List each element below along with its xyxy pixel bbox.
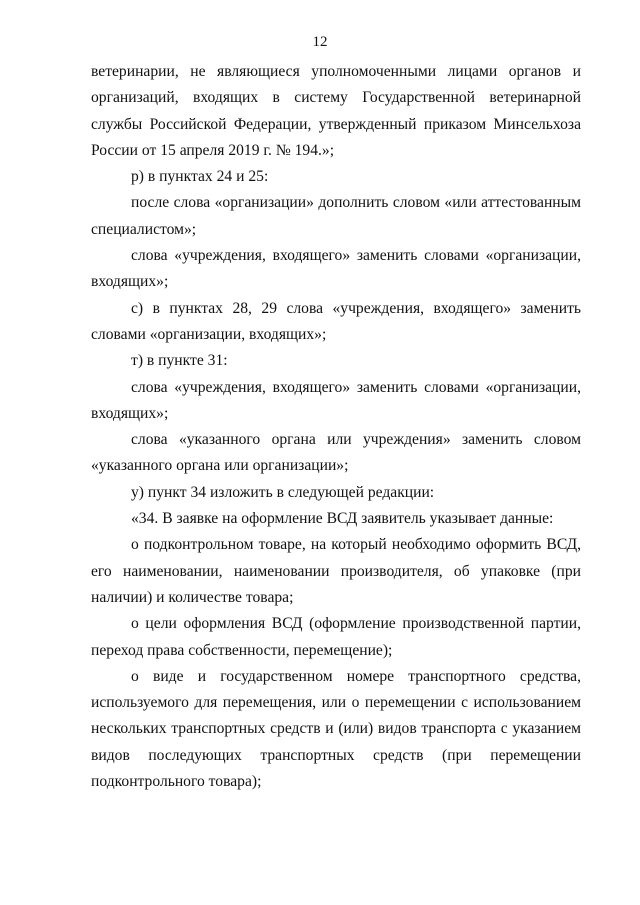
paragraph-item-t: т) в пункте 31: bbox=[131, 352, 228, 370]
paragraph-purpose: о цели оформления ВСД (оформление производственной партии, переход права собственности, перемещение); bbox=[91, 615, 581, 659]
paragraph-replace-words-2: слова «учреждения, входящего» заменить словами «организации, входящих»; bbox=[91, 378, 581, 422]
page-number: 12 bbox=[312, 34, 328, 50]
paragraph-product-data: о подконтрольном товаре, на который необходимо оформить ВСД, его наименовании, наименовании производителя, об упаковке (при наличии) и количестве товара; bbox=[91, 536, 581, 606]
paragraph-transport: о виде и государственном номере транспортного средства, используемого для перемещения, или о перемещении с использованием нескольких транспортных средств и (или) видов транспорта с указанием видов последующих транспортных средств (при перемещении подконтрольного товара); bbox=[91, 667, 581, 791]
paragraph-point-34: «34. В заявке на оформление ВСД заявитель указывает данные: bbox=[131, 510, 554, 528]
paragraph-replace-words-1: слова «учреждения, входящего» заменить словами «организации, входящих»; bbox=[91, 247, 581, 291]
paragraph-item-r: р) в пунктах 24 и 25: bbox=[131, 168, 269, 186]
paragraph-item-u: у) пункт 34 изложить в следующей редакции: bbox=[131, 483, 435, 501]
paragraph-continuation: ветеринарии, не являющиеся уполномоченными лицами органов и организаций, входящих в систему Государственной ветеринарной службы Российской Федерации, утвержденный приказом Минсельхоза России от 15 апреля 2019 г. № 194.»; bbox=[91, 63, 581, 159]
paragraph-replace-words-3: слова «указанного органа или учреждения» заменить словом «указанного органа или организации»; bbox=[91, 431, 581, 475]
paragraph-item-s: с) в пунктах 28, 29 слова «учреждения, входящего» заменить словами «организации, входящих»; bbox=[91, 299, 581, 343]
paragraph-after-word: после слова «организации» дополнить словом «или аттестованным специалистом»; bbox=[91, 194, 581, 238]
document-body bbox=[91, 59, 581, 795]
